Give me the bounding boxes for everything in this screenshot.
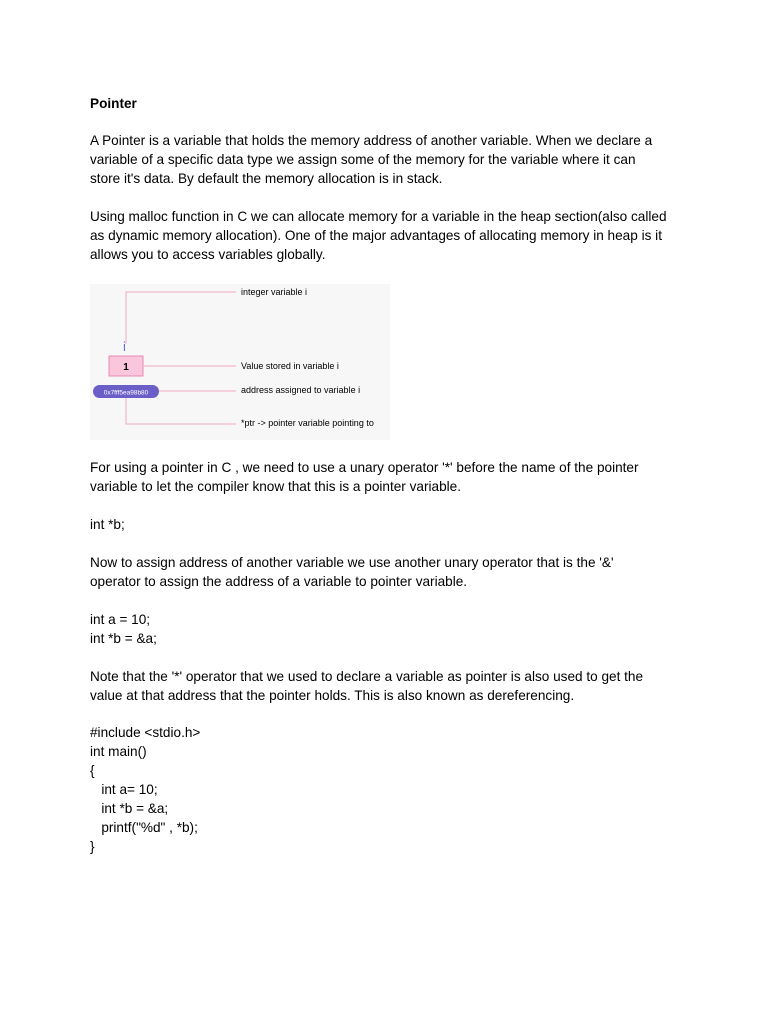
code-line-open-brace: { — [90, 763, 95, 778]
value-box-text: 1 — [123, 362, 129, 373]
code-line-include: #include <stdio.h> — [90, 725, 201, 740]
intro-line-2: variable of a specific data type we assign some of the memory for the variable where it can — [90, 152, 636, 167]
code-line-main: int main() — [90, 744, 147, 759]
code-line-close-brace: } — [90, 839, 95, 854]
pointer-variable-label: *ptr -> pointer variable pointing to — [241, 418, 374, 428]
assign-line-1: Now to assign address of another variable we use another unary operator that is the '&' — [90, 555, 614, 570]
example-line-2: int *b = &a; — [90, 631, 157, 646]
malloc-line-3: allows you to access variables globally. — [90, 247, 326, 262]
malloc-line-2: as dynamic memory allocation). One of the major advantages of allocating memory in heap is it — [90, 228, 662, 243]
page-title: Pointer — [90, 96, 137, 111]
address-assigned-label: address assigned to variable i — [241, 385, 361, 395]
variable-name-i: i — [123, 339, 126, 354]
code-line-printf: printf("%d" , *b); — [90, 820, 198, 835]
integer-variable-label: integer variable i — [241, 287, 308, 297]
unary-line-1: For using a pointer in C , we need to use a unary operator '*' before the name of the pointer — [90, 460, 639, 475]
note-line-1: Note that the '*' operator that we used to declare a variable as pointer is also used to get the — [90, 669, 644, 684]
pointer-declaration: int *b; — [90, 517, 125, 532]
note-line-2: value at that address that the pointer holds. This is also known as dereferencing. — [90, 688, 575, 703]
example-line-1: int a = 10; — [90, 612, 151, 627]
pointer-diagram-svg — [90, 284, 390, 440]
pointer-diagram — [90, 284, 390, 440]
unary-line-2: variable to let the compiler know that this is a pointer variable. — [90, 479, 461, 494]
assign-line-2: operator to assign the address of a variable to pointer variable. — [90, 574, 468, 589]
address-pill-text: 0x7fff5ea98b80 — [103, 389, 149, 397]
code-line-int-b: int *b = &a; — [90, 801, 169, 816]
malloc-line-1: Using malloc function in C we can allocate memory for a variable in the heap section(also called — [90, 209, 667, 224]
intro-line-1: A Pointer is a variable that holds the memory address of another variable. When we declare a — [90, 133, 653, 148]
code-line-int-a: int a= 10; — [90, 782, 158, 797]
value-stored-label: Value stored in variable i — [241, 361, 339, 371]
intro-line-3: store it's data. By default the memory allocation is in stack. — [90, 171, 443, 186]
